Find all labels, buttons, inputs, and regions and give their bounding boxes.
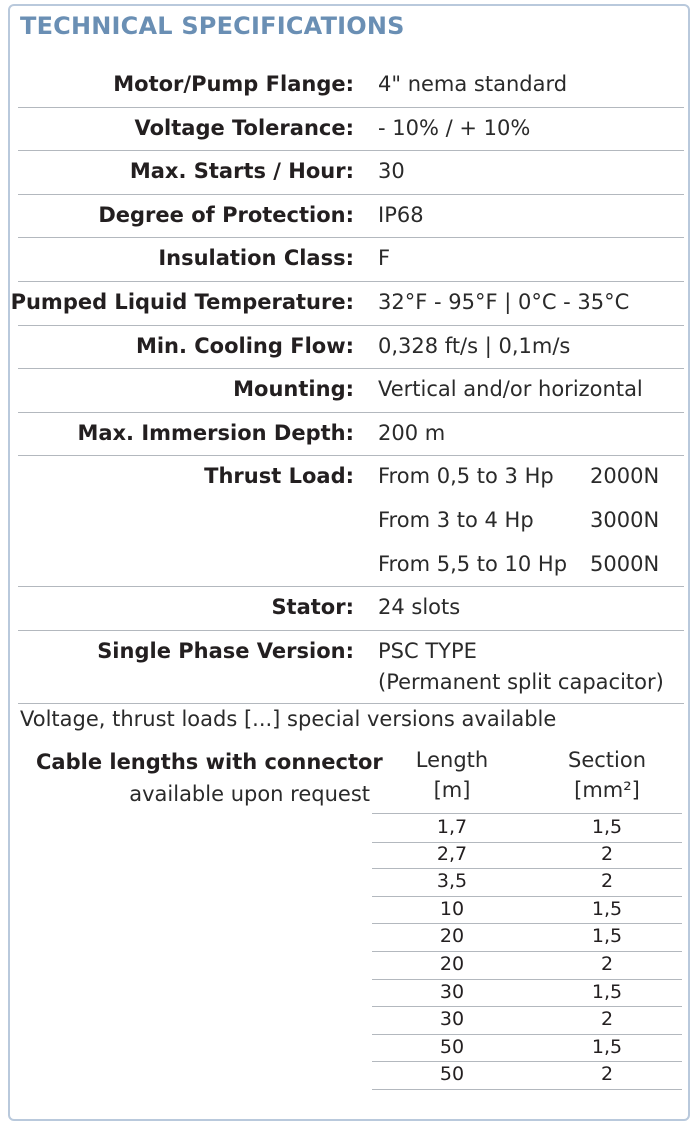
cable-length-cell: 20 (439, 925, 465, 948)
cable-table-row (372, 923, 682, 952)
spec-row (18, 412, 684, 457)
cable-table-row (372, 813, 682, 843)
section-header-unit: [mm²] (574, 778, 640, 802)
spec-label: Degree of Protection: (98, 202, 354, 227)
spec-value: 200 m (378, 420, 446, 445)
thrust-load-value: 3000N (590, 507, 660, 532)
thrust-load-value: 2000N (590, 464, 660, 489)
cable-table-row (372, 1061, 682, 1090)
cable-section-cell: 1,5 (591, 980, 623, 1003)
cable-section-cell: 1,5 (591, 897, 623, 920)
cable-length-cell: 3,5 (436, 870, 468, 893)
spec-row (18, 150, 684, 195)
section-header-label: Section (567, 748, 647, 772)
cable-length-cell: 30 (439, 1008, 465, 1031)
cable-section-cell: 2 (600, 842, 614, 865)
spec-label: Voltage Tolerance: (134, 115, 354, 140)
single-phase-label: Single Phase Version: (97, 638, 354, 663)
spec-value: F (378, 246, 391, 271)
thrust-load-value: 5000N (590, 551, 660, 576)
length-header-unit: [m] (433, 778, 471, 802)
cable-table-row (372, 1034, 682, 1063)
spec-label: Motor/Pump Flange: (113, 72, 354, 96)
cable-section-cell: 1,5 (591, 1035, 623, 1058)
cable-lengths-subtitle: available upon request (129, 782, 370, 806)
spec-label: Pumped Liquid Temperature: (10, 290, 354, 314)
cable-length-cell: 30 (439, 980, 465, 1003)
spec-row (18, 325, 684, 370)
cable-table-row (372, 1006, 682, 1035)
spec-row (18, 368, 684, 413)
spec-label: Insulation Class: (158, 246, 354, 271)
cable-section-cell: 1,5 (591, 816, 623, 838)
spec-row (18, 237, 684, 282)
thrust-range: From 0,5 to 3 Hp (378, 464, 554, 489)
cable-length-cell: 2,7 (436, 842, 468, 865)
cable-table-row (372, 841, 682, 870)
stator-label: Stator: (271, 595, 354, 620)
section-column-header (532, 745, 682, 805)
spec-value: 30 (378, 159, 405, 184)
cable-length-cell: 10 (439, 897, 465, 920)
spec-value: 32°F - 95°F | 0°C - 35°C (378, 290, 630, 314)
thrust-range: From 5,5 to 10 Hp (378, 551, 568, 576)
cable-table-row (372, 979, 682, 1008)
cable-table-row (372, 896, 682, 925)
cable-section-cell: 2 (600, 1008, 614, 1031)
special-versions-note: Voltage, thrust loads [...] special versions available (20, 707, 557, 731)
stator-row (18, 586, 684, 631)
spec-row (10, 281, 684, 326)
single-phase-row (18, 630, 684, 705)
cable-length-cell: 20 (439, 953, 465, 975)
cable-length-cell: 50 (439, 1063, 465, 1086)
length-column-header (372, 745, 532, 805)
spec-row (18, 194, 684, 239)
spec-label: Min. Cooling Flow: (135, 333, 354, 358)
length-header-label: Length (415, 748, 489, 772)
cable-lengths-title: Cable lengths with connector (36, 750, 383, 774)
cable-table-row (372, 868, 682, 897)
spec-row (18, 63, 684, 108)
cable-section-cell: 2 (600, 870, 614, 893)
spec-value: 0,328 ft/s | 0,1m/s (378, 333, 571, 358)
cable-length-cell: 1,7 (436, 816, 468, 838)
spec-value: IP68 (378, 202, 424, 227)
spec-label: Max. Immersion Depth: (77, 420, 354, 445)
spec-label: Mounting: (233, 377, 354, 402)
spec-value: - 10% / + 10% (378, 115, 531, 140)
spec-label: Max. Starts / Hour: (129, 159, 354, 184)
single-phase-detail: (Permanent split capacitor) (378, 669, 664, 694)
stator-value: 24 slots (378, 595, 461, 620)
spec-value: Vertical and/or horizontal (378, 377, 643, 402)
single-phase-value: PSC TYPE (378, 638, 477, 663)
thrust-load-row (18, 455, 684, 587)
cable-length-cell: 50 (439, 1035, 465, 1058)
cable-section-cell: 1,5 (591, 925, 623, 948)
cable-section-cell: 2 (600, 1063, 614, 1086)
spec-value: 4" nema standard (378, 72, 568, 96)
page-title: TECHNICAL SPECIFICATIONS (20, 12, 405, 40)
thrust-range: From 3 to 4 Hp (378, 507, 534, 532)
spec-row (18, 107, 684, 152)
thrust-load-label: Thrust Load: (204, 464, 354, 489)
cable-table-row (372, 951, 682, 980)
cable-section-cell: 2 (600, 953, 614, 975)
